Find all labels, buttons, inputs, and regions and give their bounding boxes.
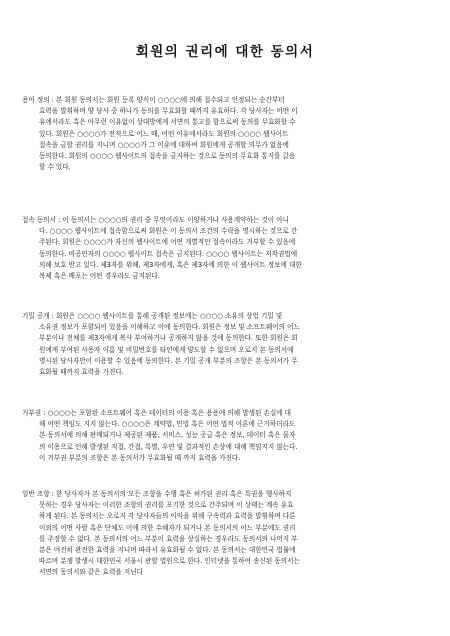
paragraph-line: 다. ○○○○ 웹사이트에 접속함으로써 회원은 이 동의서 조건의 수락을 명시하는 것으로 간 <box>39 227 298 236</box>
paragraph-line: 부분이나 전체를 제3자에게 복사 부여하거나 공개하지 않을 것에 동의한다. 또한 회원은 회 <box>39 334 298 343</box>
paragraph-line: 거부권 : ○○○○는 포함된 소프트웨어 혹은 데이터의 이용 혹은 용용에 의해 발생된 손실에 대 <box>22 409 292 417</box>
paragraph-line: 본 동의서에 의해 판매되거나 제공된 제품, 서비스, 성능 공급 혹은 정보, 데이터 혹은 물자 <box>39 431 296 440</box>
section-general-provisions <box>22 489 432 579</box>
paragraph-line: 기밀 공개 : 회원은 ○○○○ 웹사이트를 통해 공개된 정보에는 ○○○○ 소유의 상업 기밀 및 <box>22 312 283 320</box>
paragraph-line: 용어 정의 : 본 회원 동의서는 회원 등록 양식이 ○○○○에 의해 접수되고 인정되는 순간부터 <box>22 96 285 104</box>
paragraph-line: 의 이용으로 인해 발생된 직접, 간접, 특별, 우연 및 결과적인 손상에 대해 책임지지 않는다. <box>39 442 298 451</box>
paragraph-line: 못하는 경우 당사자는 이러한 조항의 권리를 포기한 것으로 간주되며 이 상태는 계속 유효 <box>39 501 294 510</box>
paragraph-line: 효화될 때까지 효력을 가진다. <box>39 367 124 376</box>
paragraph-line: 있다. 회원은 ○○○○가 전적으로 어느 때, 어떤 이유에서라도 회원의 ○○○○ 웹사이트 <box>39 129 289 138</box>
paragraph-line: 따르며 분쟁 발생시 대한민국 서울시 관할 법원으로 한다. 인터넷을 통하여 송신된 동의서는 <box>39 557 300 566</box>
paragraph-line: 해 어떤 책임도 지지 않는다. ○○○○은 계약법, 민법 혹은 어떤 법적 이론에 근거하더라도 <box>39 420 296 429</box>
paragraph-line: 이외의 어떤 사람 혹은 단체도 이에 의한 수혜자가 되거나 본 동의서의 어느 부분에도 권리 <box>39 523 296 532</box>
paragraph-line: 복제 혹은 배포는 어떤 경우라도 금지된다. <box>39 271 160 280</box>
paragraph-line: 접속을 금할 권리를 지니며 ○○○○가 그 이유에 대하여 회원에게 공개할 의무가 없음에 <box>39 140 289 149</box>
paragraph-line: 효력을 발휘하며 양 당사 중 하나가 동의를 무효화할 때까지 유효하다. 각 당사자는 어떤 이 <box>39 107 298 116</box>
paragraph-line: 할 수 있다. <box>39 163 71 172</box>
paragraph-line: 를 주장할 수 없다. 본 동의서의 어느 부분이 효력을 상실하는 경우라도 동의서의 나머지 부 <box>39 534 298 543</box>
paragraph-line: 접속 동의서 : 이 동의서는 ○○○○의 권리 중 무엇이라도 이양하거나 사용계약하는 것이 아니 <box>22 216 289 224</box>
paragraph-line: 명시된 당사자만이 이용할 수 있음에 동의한다. 본 기밀 공개 부분의 조항은 본 동의서가 무 <box>39 356 298 365</box>
section-confidentiality <box>22 311 432 378</box>
paragraph-line: 유에서라도 혹은 아무런 이유없이 상대방에게 서면의 통고를 함으로써 동의를 무효화할 수 <box>39 118 296 127</box>
paragraph-line: 원에게 부여된 사용자 이름 및 비밀번호를 타인에게 양도할 수 없으며 오로지 본 동의서에 <box>39 345 294 354</box>
paragraph-line: 주된다. 회원은 ○○○○가 자신의 웹사이트에 어떤 개별적인 접속이라도 거부할 수 있음에 <box>39 238 296 247</box>
paragraph-line: 서면의 동의서와 같은 효력을 지닌다 <box>39 568 143 577</box>
paragraph-line: 분은 여전히 완전한 효력을 지니며 따라서 유효화될 수 없다. 본 동의서는 대한민국 법률에 <box>39 545 296 554</box>
paragraph-line: 동의한다. 비공인자의 ○○○○ 웹사이트 접속은 금지된다. ○○○○ 웹사이트는 저작권법에 <box>39 249 298 258</box>
section-term-definition <box>22 95 432 173</box>
section-disclaimer <box>22 408 432 464</box>
section-access-agreement <box>22 215 432 282</box>
paragraph-line: 소유권 정보가 포함되어 있음을 이해하고 이에 동의한다. 회원은 정보 및 소프트웨어의 어느 <box>39 323 300 332</box>
paragraph-line: 의해 보호 받고 있다. 제3자를 위해, 제3자에게, 혹은 제3자에 의한 이 웹사이트 정보에 대한 <box>39 260 302 269</box>
paragraph-line: 일반 조항 : 한 당사자가 본 동의서의 모든 조항을 수행 혹은 허가된 권리 혹은 특권을 행사하지 <box>22 490 292 498</box>
paragraph-line: 이 거부권 부분의 조항은 본 동의서가 무효화될 때 까지 효력을 가진다. <box>39 453 241 462</box>
paragraph-line: 하게 된다. 본 동의서는 오로지 각 당사자들의 이익을 위해 구속력과 효력을 발휘하며 다른 <box>39 512 296 521</box>
document-title: 회원의 권리에 대한 동의서 <box>135 44 315 60</box>
paragraph-line: 동의한다. 회원의 ○○○○ 웹사이트의 접속을 금지하는 것으로 동의의 무효화 통지를 갈음 <box>39 151 296 160</box>
